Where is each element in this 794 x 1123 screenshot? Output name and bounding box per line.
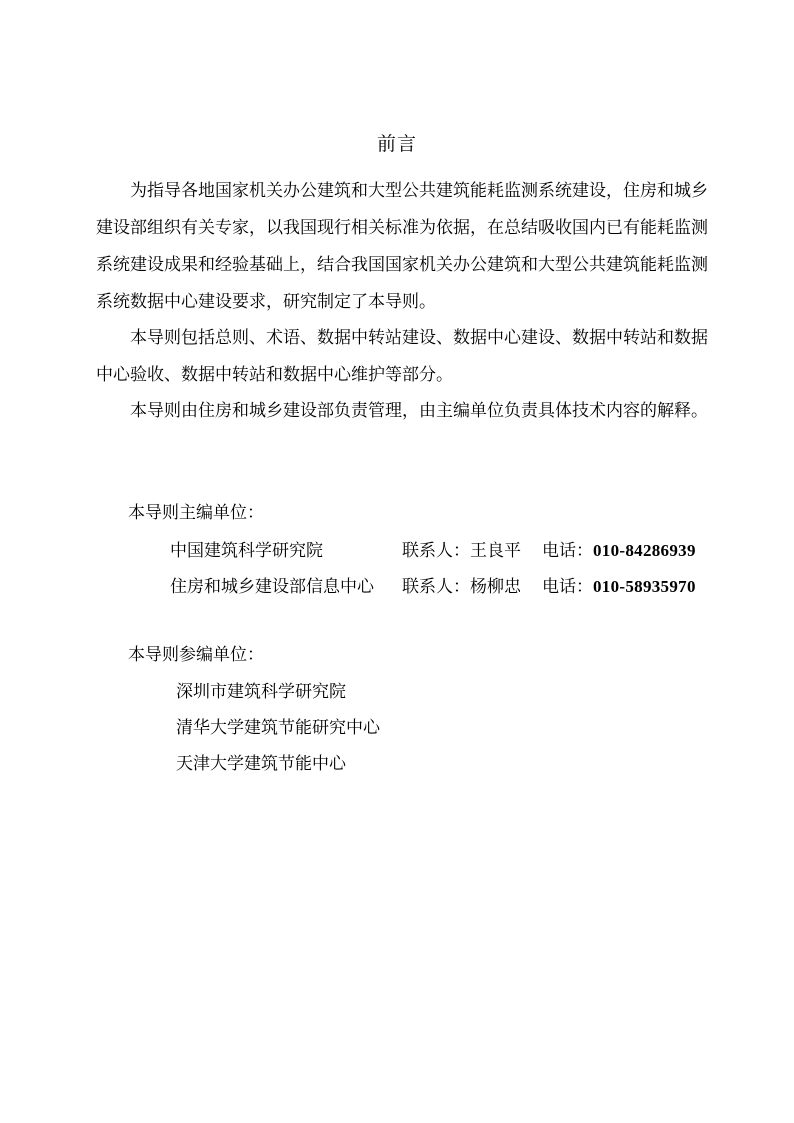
chief-editor-contact: 联系人：王良平 xyxy=(402,541,521,561)
phone-number: 010-84286939 xyxy=(593,541,696,560)
chief-editor-name: 中国建筑科学研究院 xyxy=(170,541,323,561)
preface-paragraph: 为指导各地国家机关办公建筑和大型公共建筑能耗监测系统建设，住房和城乡建设部组织有关专家，以我国现行相关标准为依据，在总结吸收国内已有能耗监测系统建设成果和经验基础上，结合我国国家机关办公建筑和大型公共建筑能耗监测系统数据中心建设要求，研究制定了本导则。 xyxy=(96,181,708,312)
chief-editor-phone xyxy=(542,572,696,602)
preface-paragraph: 本导则包括总则、术语、数据中转站建设、数据中心建设、数据中转站和数据中心验收、数据中转站和数据中心维护等部分。 xyxy=(96,328,708,385)
chief-editor-contact: 联系人：杨柳忠 xyxy=(402,577,521,597)
participant-heading: 本导则参编单位： xyxy=(128,645,264,665)
chief-editor-phone xyxy=(542,536,696,566)
chief-editor-name: 住房和城乡建设部信息中心 xyxy=(170,577,374,597)
participant-unit: 清华大学建筑节能研究中心 xyxy=(176,718,380,738)
phone-label: 电话： xyxy=(542,577,593,597)
phone-label: 电话： xyxy=(542,541,593,561)
participant-unit: 深圳市建筑科学研究院 xyxy=(176,682,346,702)
participant-unit: 天津大学建筑节能中心 xyxy=(176,754,346,774)
phone-number: 010-58935970 xyxy=(593,577,696,596)
preface-paragraph: 本导则由住房和城乡建设部负责管理，由主编单位负责具体技术内容的解释。 xyxy=(130,401,708,421)
chief-editor-heading: 本导则主编单位： xyxy=(128,503,264,523)
page-title: 前言 xyxy=(376,133,417,155)
